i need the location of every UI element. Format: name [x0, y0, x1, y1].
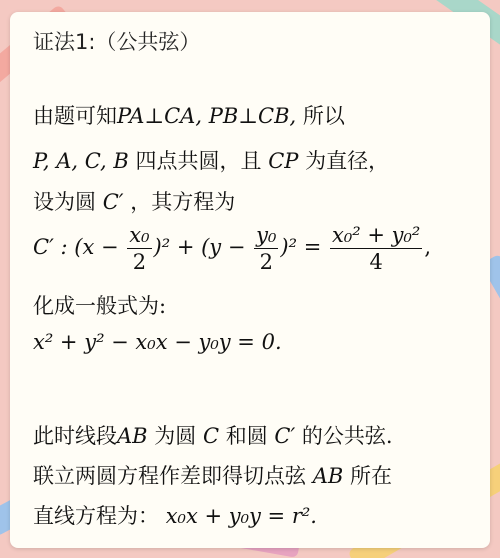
math: AB — [117, 424, 148, 448]
numerator: y₀ — [256, 223, 277, 247]
text-line-2 — [33, 145, 389, 175]
math: AB — [312, 464, 344, 488]
text: 直线方程为： — [33, 504, 166, 528]
numerator: x₀² + y₀² — [331, 223, 421, 247]
math: C — [202, 424, 220, 448]
text: ，其方程为 — [123, 190, 236, 214]
text: 所在 — [343, 464, 392, 488]
text: 联立两圆方程作差即得切点弦 — [33, 464, 313, 488]
denominator: 2 — [259, 250, 273, 274]
text: , — [424, 235, 431, 259]
text: 设为圆 — [33, 190, 103, 214]
text-line-7 — [33, 420, 393, 450]
math: )² + (y − — [153, 235, 246, 259]
text-line-5: 化成一般式为: — [33, 294, 167, 318]
text-line-9 — [33, 500, 317, 530]
text: 为圆 — [147, 424, 203, 448]
fraction — [127, 222, 151, 275]
text-line-1 — [33, 100, 345, 130]
math: PA⊥CA, PB⊥CB, — [117, 104, 297, 128]
math: P, A, C, B — [33, 149, 129, 173]
text: 四点共圆，且 — [128, 149, 269, 173]
fraction — [330, 222, 422, 275]
text: 的公共弦. — [295, 424, 393, 448]
math: C′ — [274, 424, 296, 448]
proof-title: 证法1:（公共弦） — [33, 30, 201, 54]
text: 所以 — [296, 104, 345, 128]
fraction — [254, 222, 278, 275]
denominator: 4 — [369, 250, 383, 274]
text: 此时线段 — [33, 424, 117, 448]
numerator: x₀ — [129, 223, 150, 247]
chord-line-equation: x₀x + y₀y = r². — [165, 504, 317, 528]
denominator: 2 — [132, 250, 147, 274]
general-equation: x² + y² − x₀x − y₀y = 0. — [33, 330, 282, 354]
math: C′ — [102, 190, 124, 214]
text: 由题可知 — [33, 104, 117, 128]
circle-equation — [33, 222, 431, 275]
math: CP — [268, 149, 299, 173]
text-line-8 — [33, 460, 392, 490]
text-line-3 — [33, 186, 235, 216]
math: )² = — [280, 235, 322, 259]
text: 为直径， — [298, 149, 390, 173]
math: C′ : (x − — [33, 235, 119, 259]
text: 和圆 — [219, 424, 275, 448]
